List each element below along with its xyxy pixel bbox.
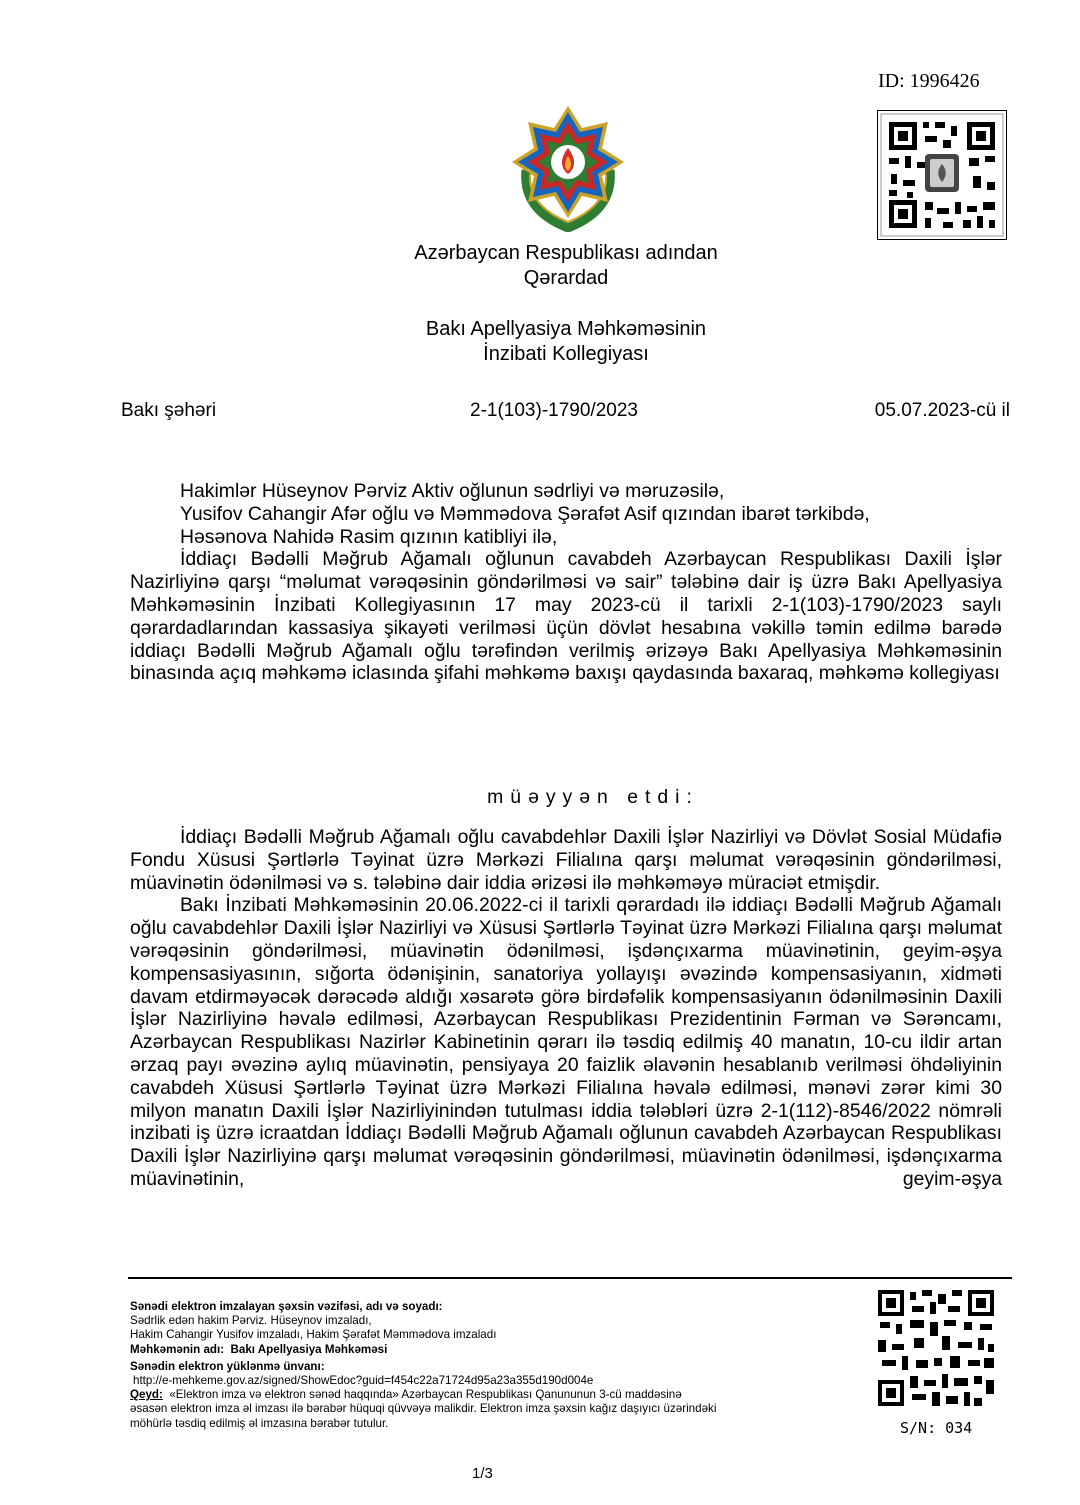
document-url[interactable]: http://e-mehkeme.gov.az/signed/ShowEdoc?guid=f454c22a71724d95a23a355d190d004e bbox=[133, 1374, 594, 1388]
footer-divider bbox=[128, 1277, 1012, 1279]
paragraph-1: İddiaçı Bədəlli Məğrub Ağamalı oğlu cavabdehlər Daxili İşlər Nazirliyi və Dövlət Sosial Müdafiə Fondu Xüsusi Şərtlərlə Təyinat üzrə Mərkəzi Filialına qarşı məlumat vərəqəsinin göndərilməsi, müavinətin ödənilməsi və s. tələbinə dair iddia ərizəsi ilə məhkəməyə müraciət etmişdir. bbox=[130, 826, 1002, 894]
court-name: Bakı Apellyasiya Məhkəməsi bbox=[230, 1342, 388, 1356]
page-number: 1/3 bbox=[472, 1465, 493, 1482]
qr-code-icon bbox=[877, 110, 1007, 240]
title-line-2: Qərardad bbox=[523, 267, 609, 289]
url-heading: Sənədin elektron yüklənmə ünvanı: bbox=[130, 1359, 325, 1373]
signer-line: Sədrlik edən hakim Pərviz. Hüseynov imzaladı, bbox=[130, 1314, 372, 1328]
note-text: əsasən elektron imza əl imzası ilə bərabər hüquqi qüvvəyə malikdir. Elektron imza şəxsin kağız daşıyıcı üzərindəki bbox=[130, 1402, 717, 1416]
intro-line: Həsənova Nahidə Rasim qızının katibliyi ilə, bbox=[180, 525, 558, 548]
place: Bakı şəhəri bbox=[121, 400, 217, 421]
decision-date: 05.07.2023-cü il bbox=[874, 400, 1010, 421]
footer-signature-block bbox=[130, 1300, 870, 1431]
note-row bbox=[130, 1388, 870, 1402]
azerbaijan-emblem-icon bbox=[508, 100, 628, 232]
intro-line: Hakimlər Hüseynov Pərviz Aktiv oğlunun sədrliyi və məruzəsilə, bbox=[180, 480, 725, 502]
note-text: «Elektron imza və elektron sənəd haqqında» Azərbaycan Respublikası Qanununun 3-cü maddəsinə bbox=[169, 1388, 682, 1402]
qr-code-icon bbox=[876, 1288, 996, 1408]
title-line-1: Azərbaycan Respublikası adından bbox=[414, 242, 718, 264]
signer-line: Hakim Cahangir Yusifov imzaladı, Hakim Şərafət Məmmədova imzaladı bbox=[130, 1328, 497, 1342]
court-line-1: Bakı Apellyasiya Məhkəməsinin bbox=[425, 318, 707, 340]
court-line-2: İnzibati Kollegiyası bbox=[483, 343, 649, 365]
intro-line: Yusifov Cahangir Afər oğlu və Məmmədova Şərafət Asif qızından ibarət tərkibdə, bbox=[180, 502, 870, 525]
main-text bbox=[130, 826, 1002, 1191]
case-number: 2-1(103)-1790/2023 bbox=[470, 400, 638, 421]
intro-paragraph: İddiaçı Bədəlli Məğrub Ağamalı oğlunun cavabdeh Azərbaycan Respublikası Daxili İşlər Nazirliyinə qarşı “məlumat vərəqəsinin göndərilməsi və sair” tələbinə dair iş üzrə Bakı Apellyasiya Məhkəməsinin İnzibati Kollegiyasının 17 may 2023-cü il tarixli 2-1(103)-1790/2023 saylı qərardadlarından kassasiya şikayəti verilməsi üçün dövlət hesabına vəkillə təmin edilmə barədə iddiaçı Bədəlli Məğrub Ağamalı oğlu tərəfindən verilmiş ərizəyə Bakı Apellyasiya Məhkəməsinin binasında açıq məhkəmə iclasında şifahi məhkəmə baxışı qaydasında baxaraq, məhkəmə kollegiyası bbox=[130, 548, 1002, 685]
note-text: möhürlə təsdiq edilmiş əl imzasına bərabər tutulur. bbox=[130, 1416, 389, 1430]
note-label: Qeyd: bbox=[130, 1388, 163, 1402]
court-label: Məhkəmənin adı: bbox=[130, 1342, 225, 1356]
intro-block bbox=[130, 480, 1002, 685]
signer-heading: Sənədi elektron imzalayan şəxsin vəzifəsi, adı və soyadı: bbox=[130, 1300, 443, 1313]
court-name-row bbox=[130, 1343, 870, 1357]
document-id: ID: 1996426 bbox=[878, 70, 980, 92]
paragraph-2: Bakı İnzibati Məhkəməsinin 20.06.2022-ci il tarixli qərardadı ilə iddiaçı Bədəlli Məğrub Ağamalı oğlu cavabdehlər Daxili İşlər Nazirliyi və Xüsusi Şərtlərlə Təyinat üzrə Mərkəzi Filialına qarşı məlumat vərəqəsinin göndərilməsi, müavinətin ödənilməsi, işdənçıxarma müavinətinin, geyim-əşya kompensasiyasının, sığorta ödənişinin, sanatoriya yollayışı əvəzində kompensasiyanın, xidməti davam etdirməyəcək dərəcədə aldığı xəsarətə görə birdəfəlik kompensasiyanın ödənilməsinin Daxili İşlər Nazirliyinə həvalə edilməsi, Azərbaycan Respublikası Prezidentinin Fərman və Sərəncamı, Azərbaycan Respublikası Nazirlər Kabinetinin qərarı ilə təsdiq edilmiş 40 manatın, 10-cu ildir artan ərzaq payı əvəzinə aylıq müavinətin, pensiyaya 20 faizlik əlavənin hesablanıb verilməsi öhdəliyinin cavabdeh Xüsusi Şərtlərlə Təyinat üzrə Mərkəzi Filialına həvalə edilməsi, mənəvi zərər kimi 30 milyon manatın Daxili İşlər Nazirliyinindən tutulması iddia tələbləri üzrə 2-1(112)-8546/2022 nömrəli inzibati iş üzrə icraatdan İddiaçı Bədəlli Məğrub Ağamalı oğlunun cavabdeh Azərbaycan Respublikası Daxili İşlər Nazirliyinə qarşı məlumat vərəqəsinin göndərilməsi, müavinətin ödənilməsi, işdənçıxarma müavinətinin, geyim-əşya bbox=[130, 894, 1002, 1190]
serial-number: S/N: 034 bbox=[900, 1419, 973, 1437]
established-heading: müəyyən etdi: bbox=[487, 786, 699, 808]
